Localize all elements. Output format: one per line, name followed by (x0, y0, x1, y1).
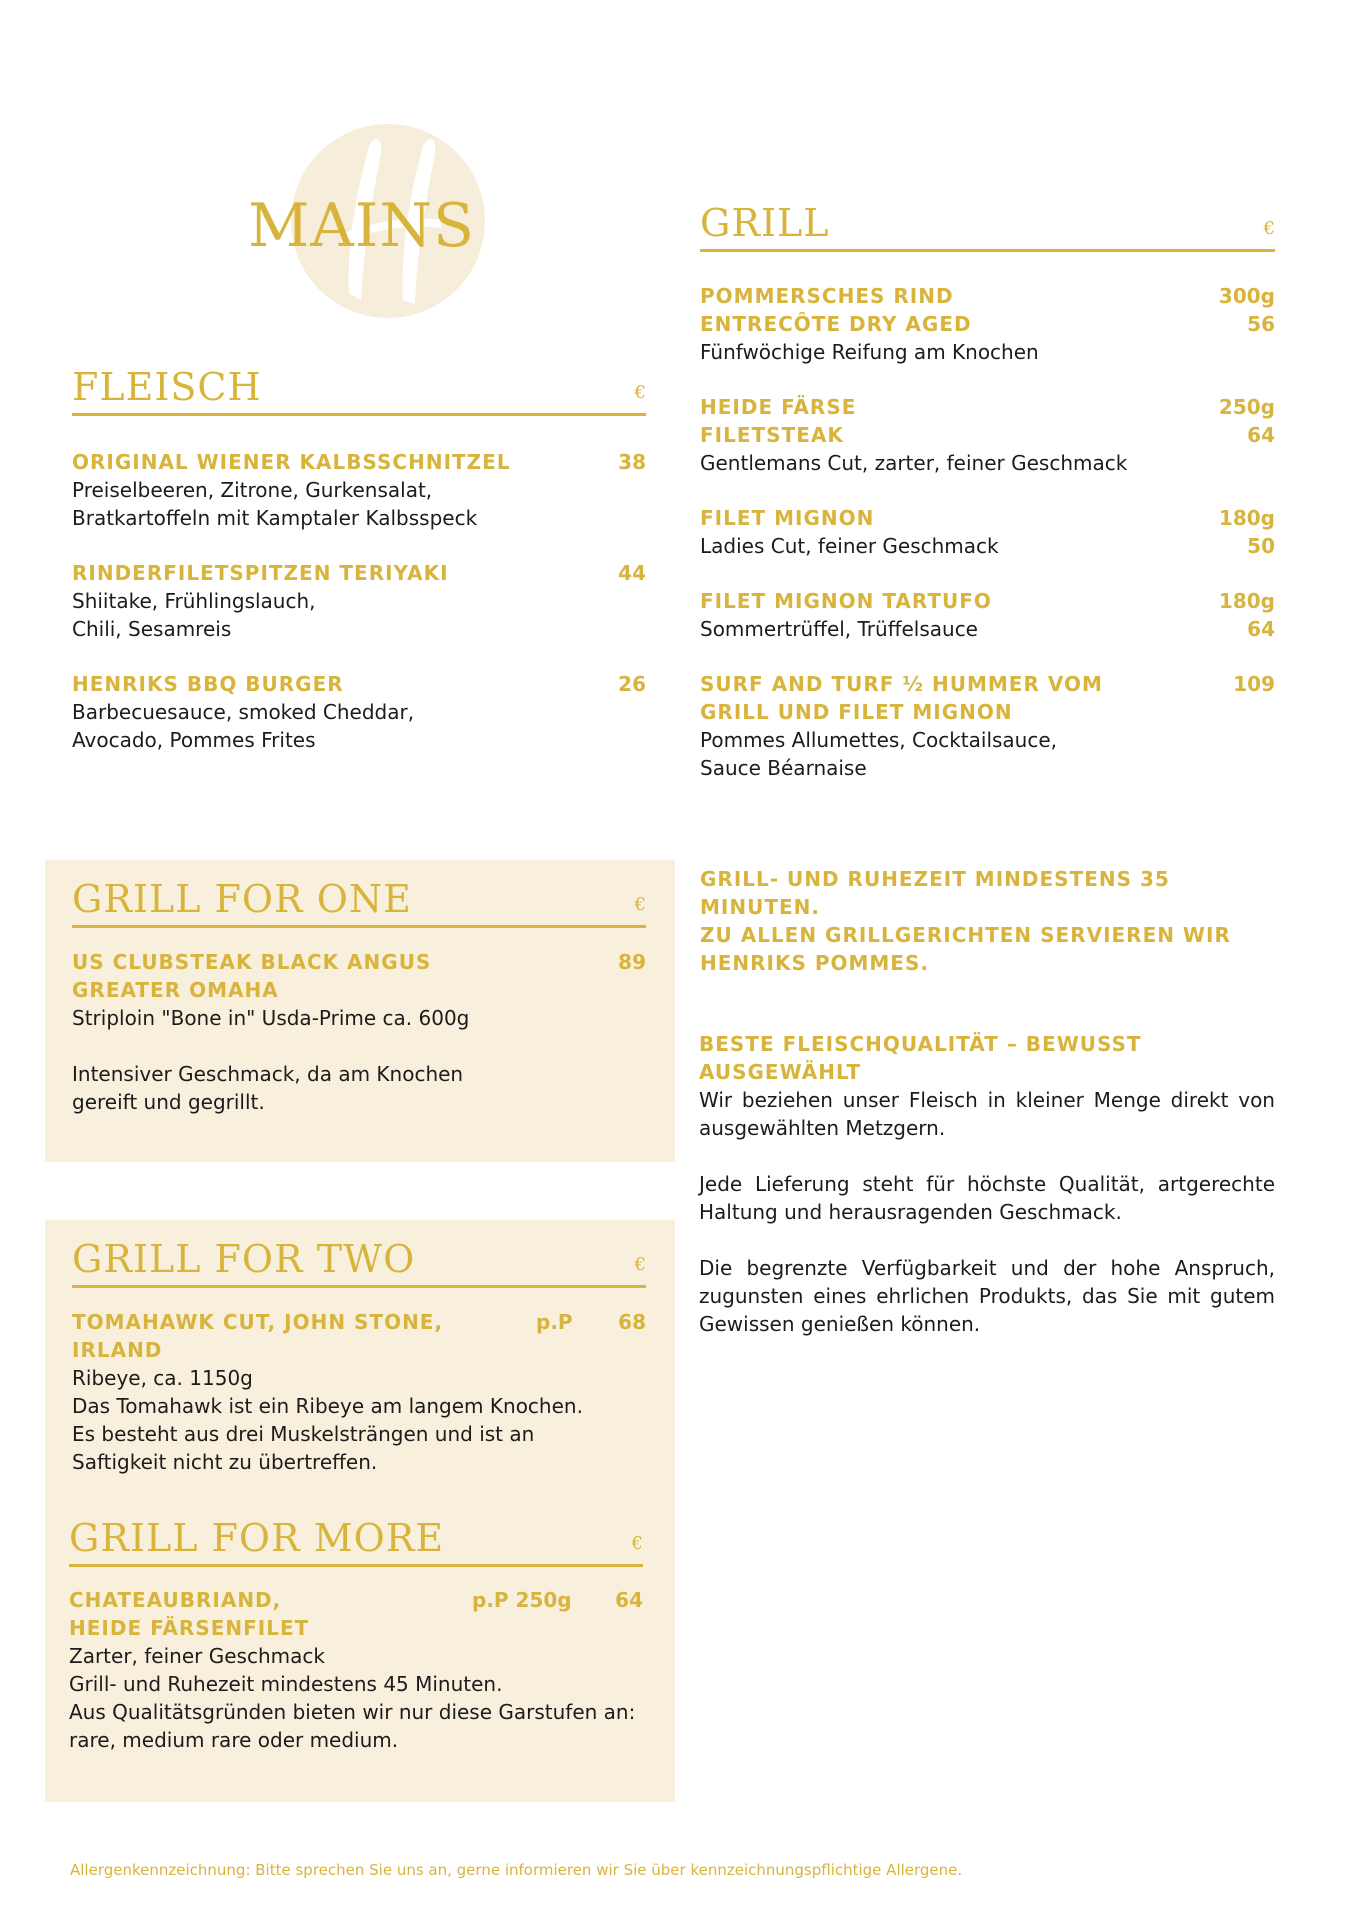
item-description: Bratkartoffeln mit Kamptaler Kalbsspeck (72, 506, 478, 530)
item-description: Avocado, Pommes Frites (72, 728, 316, 752)
page-title: MAINS (248, 191, 476, 261)
item-description: Zarter, feiner Geschmack (69, 1644, 325, 1668)
grill-for-more-header (69, 1516, 643, 1567)
item-price: 109 (1233, 672, 1275, 696)
quality-paragraph: Die begrenzte Verfügbarkeit und der hohe Anspruch, zugunsten eines ehrlichen Produkts, das Sie mit gutem Gewissen genießen können. (699, 1256, 1275, 1336)
item-name: IRLAND (72, 1338, 163, 1362)
currency-symbol: € (634, 1254, 646, 1275)
currency-symbol: € (1263, 218, 1275, 239)
menu-item (72, 670, 646, 754)
menu-item (72, 1308, 646, 1476)
menu-item (72, 559, 646, 643)
item-name: TOMAHAWK CUT, JOHN STONE, (72, 1310, 444, 1334)
item-description: Preiselbeeren, Zitrone, Gurkensalat, (72, 478, 433, 502)
menu-item (72, 448, 646, 532)
item-unit: p.P 250g (472, 1588, 572, 1612)
grill-note (700, 865, 1275, 977)
currency-symbol: € (634, 894, 646, 915)
currency-symbol: € (631, 1533, 643, 1554)
item-price: 50 (1247, 534, 1275, 558)
item-weight: 180g (1218, 589, 1275, 613)
section-title: GRILL FOR TWO (72, 1237, 416, 1281)
item-name: US CLUBSTEAK BLACK ANGUS (72, 950, 432, 974)
item-name: ENTRECÔTE DRY AGED (700, 312, 972, 336)
item-description: Striploin "Bone in" Usda-Prime ca. 600g (72, 1006, 470, 1030)
note-line: ZU ALLEN GRILLGERICHTEN SERVIEREN WIR (700, 923, 1231, 947)
item-description: Barbecuesauce, smoked Cheddar, (72, 700, 415, 724)
item-description: Sommertrüffel, Trüffelsauce (700, 617, 978, 641)
item-name: FILET MIGNON (700, 506, 875, 530)
grill-for-one-header (72, 877, 646, 928)
item-description: Shiitake, Frühlingslauch, (72, 589, 316, 613)
item-description: Pommes Allumettes, Cocktailsauce, (700, 728, 1058, 752)
section-title: FLEISCH (72, 365, 262, 409)
note-line: HENRIKS POMMES. (700, 951, 929, 975)
item-price: 44 (618, 561, 646, 585)
item-name: SURF AND TURF ½ HUMMER VOM (700, 672, 1103, 696)
quality-paragraph: Wir beziehen unser Fleisch in kleiner Menge direkt von ausgewählten Metzgern. (699, 1088, 1275, 1140)
item-price: 64 (1247, 617, 1275, 641)
item-name: HEIDE FÄRSENFILET (69, 1616, 310, 1640)
item-name: FILETSTEAK (700, 423, 844, 447)
item-description: Intensiver Geschmack, da am Knochen (72, 1062, 464, 1086)
item-weight: 250g (1218, 395, 1275, 419)
item-name: HEIDE FÄRSE (700, 395, 857, 419)
menu-item (700, 504, 1275, 560)
item-description: Aus Qualitätsgründen bieten wir nur diese Garstufen an: (69, 1700, 636, 1724)
item-description: Gentlemans Cut, zarter, feiner Geschmack (700, 451, 1128, 475)
quality-paragraph: Jede Lieferung steht für höchste Qualität, artgerechte Haltung und herausragenden Geschmack. (699, 1172, 1275, 1224)
menu-item (700, 282, 1275, 366)
currency-symbol: € (634, 382, 646, 403)
item-price: 56 (1247, 312, 1275, 336)
item-description: rare, medium rare oder medium. (69, 1728, 399, 1752)
item-name: CHATEAUBRIAND, (69, 1588, 282, 1612)
item-description: Grill- und Ruhezeit mindestens 45 Minuten. (69, 1672, 503, 1696)
item-name: FILET MIGNON TARTUFO (700, 589, 992, 613)
section-title: GRILL (700, 201, 830, 245)
item-name: HENRIKS BBQ BURGER (72, 672, 344, 696)
menu-item (700, 670, 1275, 782)
item-price: 68 (618, 1310, 646, 1334)
item-name: GRILL UND FILET MIGNON (700, 700, 1013, 724)
item-price: 26 (618, 672, 646, 696)
item-description: Saftigkeit nicht zu übertreffen. (72, 1450, 378, 1474)
item-name: GREATER OMAHA (72, 978, 279, 1002)
item-weight: 180g (1218, 506, 1275, 530)
item-price: 64 (1247, 423, 1275, 447)
menu-item (69, 1586, 643, 1754)
quality-statement (699, 1030, 1275, 1338)
item-name: ORIGINAL WIENER KALBSSCHNITZEL (72, 450, 511, 474)
item-description: Ribeye, ca. 1150g (72, 1366, 253, 1390)
allergen-note: Allergenkennzeichnung: Bitte sprechen Sie uns an, gerne informieren wir Sie über kennzeichnungspflichtige Allergene. (70, 1861, 963, 1879)
section-title: GRILL FOR MORE (69, 1516, 445, 1560)
item-price: 38 (618, 450, 646, 474)
item-description: Fünfwöchige Reifung am Knochen (700, 340, 1039, 364)
grill-header (700, 200, 1275, 252)
menu-item (700, 393, 1275, 477)
fleisch-header (72, 365, 646, 416)
item-price: 64 (615, 1588, 643, 1612)
item-price: 89 (618, 950, 646, 974)
item-weight: 300g (1218, 284, 1275, 308)
note-line: GRILL- UND RUHEZEIT MINDESTENS 35 MINUTEN. (700, 867, 1170, 919)
menu-item (72, 948, 646, 1116)
grill-for-two-header (72, 1237, 646, 1288)
item-name: RINDERFILETSPITZEN TERIYAKI (72, 561, 449, 585)
item-description: Sauce Béarnaise (700, 756, 867, 780)
item-description: Das Tomahawk ist ein Ribeye am langem Knochen. (72, 1394, 583, 1418)
item-description: Ladies Cut, feiner Geschmack (700, 534, 999, 558)
item-unit: p.P (536, 1310, 573, 1334)
section-title: GRILL FOR ONE (72, 877, 412, 921)
item-description: gereift und gegrillt. (72, 1090, 265, 1114)
item-name: POMMERSCHES RIND (700, 284, 954, 308)
item-description: Chili, Sesamreis (72, 617, 232, 641)
item-description: Es besteht aus drei Muskelsträngen und ist an (72, 1422, 535, 1446)
menu-item (700, 587, 1275, 643)
quality-heading: BESTE FLEISCHQUALITÄT – BEWUSST AUSGEWÄHLT (699, 1032, 1142, 1084)
